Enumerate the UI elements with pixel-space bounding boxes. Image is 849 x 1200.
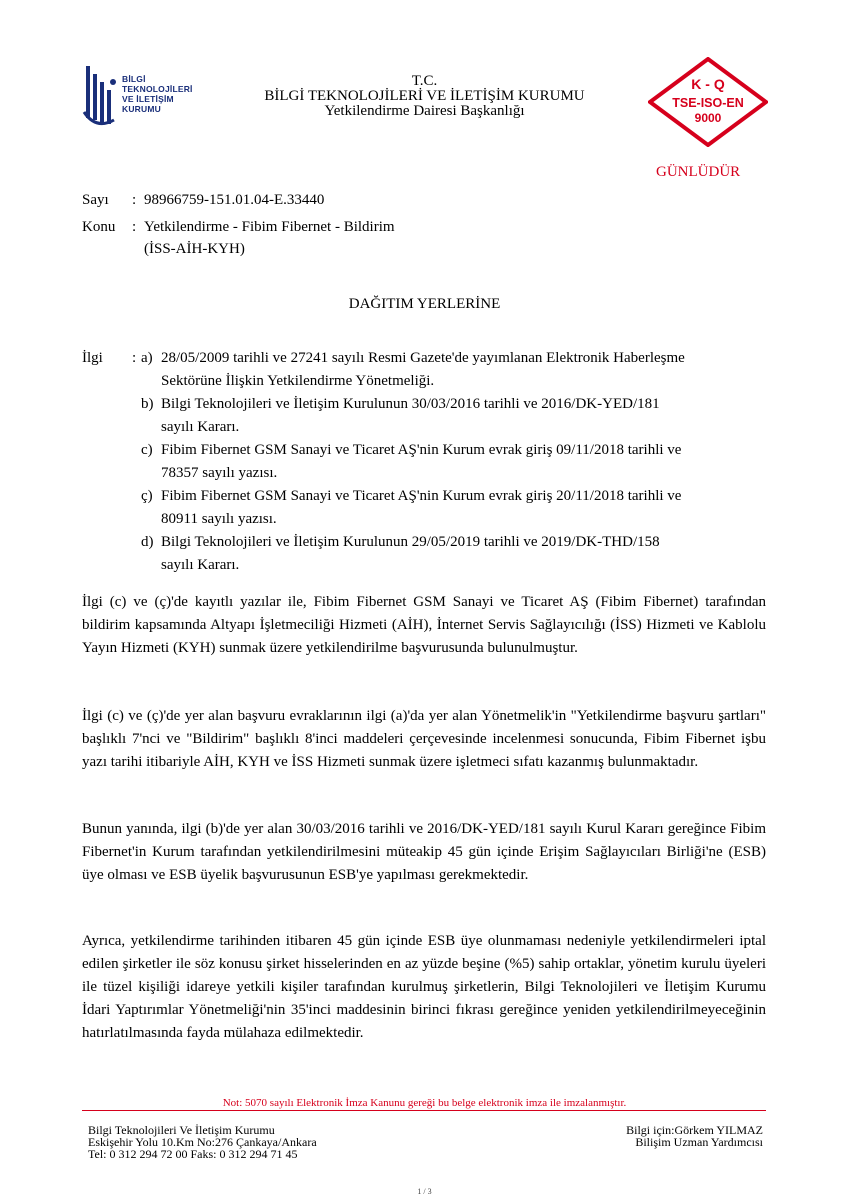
logo-text-4: KURUMU <box>122 104 161 114</box>
body-paragraph-3: Bunun yanında, ilgi (b)'de yer alan 30/03/2016 tarihli ve 2016/DK-YED/181 sayılı Kurul Kararı gereğince Fibim Fibernet'in Kurum tarafından yetkilendirilmesini müteakip 45 gün içinde Erişim Sağlayıcıları Birliği'ne (ESB) üye olması ve ESB üyelik başvurusunun ESB'ye yapılması gerekmektedir. <box>82 821 766 883</box>
logo-text-1: BİLGİ <box>122 74 146 84</box>
ilgi-item-mark: d) <box>141 534 154 550</box>
badge-text-3: 9000 <box>694 111 722 125</box>
footer-contact <box>626 1124 763 1148</box>
konu-label: Konu <box>82 219 116 235</box>
body-paragraph-2: İlgi (c) ve (ç)'de yer alan başvuru evraklarının ilgi (a)'da yer alan Yönetmelik'in "Yetkilendirme başvuru şartları" başlıklı 7'nci ve "Bildirim" başlıklı 8'inci maddeleri çerçevesinde incelenmesi sonucunda, Fibim Fibernet işbu yazı tarihi itibariyle AİH, KYH ve İSS Hizmeti sunmak üzere işletmeci sıfatı kazanmış bulunmaktadır. <box>82 708 766 770</box>
ilgi-item-text-line1: 28/05/2009 tarihli ve 27241 sayılı Resmi Gazete'de yayımlanan Elektronik Haberleşme <box>161 350 685 366</box>
konu-value-line2: (İSS-AİH-KYH) <box>144 241 245 257</box>
konu-value-line1: Yetkilendirme - Fibim Fibernet - Bildirim <box>144 219 395 235</box>
body-paragraph-4: Ayrıca, yetkilendirme tarihinden itibaren 45 gün içinde ESB üye olunmaması nedeniyle yetkilendirmeleri iptal edilen şirketler ile söz konusu şirket hisselerinden en az yüzde beşine (%5) sahip ortaklar, yönetim kurulu üyeleri ile tüzel kişiliği idareye yetkili kişiler tarafından kurulmuş şirketlerin, Bilgi Teknolojileri ve İletişim Kurumu İdari Yaptırımlar Yönetmeliği'nin 35'inci maddesinin birinci fıkrası gereğince yeniden yetkilendirilmeyeceğinin hatırlatılmasında fayda mülahaza edilmektedir. <box>82 933 766 1041</box>
footer-address <box>88 1124 317 1160</box>
ilgi-item-text-line2: 80911 sayılı yazısı. <box>161 511 277 527</box>
urgency-label: GÜNLÜDÜR <box>656 164 741 180</box>
esignature-note: Not: 5070 sayılı Elektronik İmza Kanunu gereği bu belge elektronik imza ile imzalanmıştır. <box>222 1097 627 1109</box>
logo-text-2: TEKNOLOJİLERİ <box>122 84 193 94</box>
addressee: DAĞITIM YERLERİNE <box>348 296 501 312</box>
ilgi-sep: : <box>132 350 137 366</box>
ilgi-item-text-line2: sayılı Kararı. <box>161 557 240 573</box>
footer-divider <box>82 1110 766 1111</box>
ilgi-item-text-line2: sayılı Kararı. <box>161 419 240 435</box>
ilgi-item-text-line1: Fibim Fibernet GSM Sanayi ve Ticaret AŞ'nin Kurum evrak giriş 09/11/2018 tarihli ve <box>161 442 682 458</box>
quality-cert-badge <box>648 57 768 147</box>
ilgi-item-text-line1: Bilgi Teknolojileri ve İletişim Kurulunun 30/03/2016 tarihli ve 2016/DK-YED/181 <box>161 396 660 412</box>
tse-iso-badge-icon <box>648 57 768 147</box>
badge-text-1: K - Q <box>691 76 725 92</box>
sayi-sep: : <box>132 192 137 208</box>
sayi-label: Sayı <box>82 192 109 208</box>
ilgi-item-text-line2: Sektörüne İlişkin Yetkilendirme Yönetmeliği. <box>161 373 435 389</box>
ilgi-item-mark: a) <box>141 350 153 366</box>
body-paragraph-1: İlgi (c) ve (ç)'de kayıtlı yazılar ile, Fibim Fibernet GSM Sanayi ve Ticaret AŞ (Fibim Fibernet) tarafından bildirim kapsamında Altyapı İşletmeciliği Hizmeti (AİH), İnternet Servis Sağlayıcılığı (İSS) Hizmeti ve Kablolu Yayın Hizmeti (KYH) sunmak üzere yetkilendirilme başvurusunda bulunulmuştur. <box>82 594 766 656</box>
badge-text-2: TSE-ISO-EN <box>672 96 744 110</box>
footer-street: Eskişehir Yolu 10.Km No:276 Çankaya/Ankara <box>88 1135 317 1149</box>
ilgi-item-mark: b) <box>141 396 154 412</box>
footer-phone: Tel: 0 312 294 72 00 Faks: 0 312 294 71 45 <box>88 1147 298 1161</box>
contact-title: Bilişim Uzman Yardımcısı <box>635 1135 763 1149</box>
ilgi-item-mark: c) <box>141 442 153 458</box>
header-tc: T.C. <box>411 73 438 89</box>
footer-org: Bilgi Teknolojileri Ve İletişim Kurumu <box>88 1123 275 1137</box>
header-department: Yetkilendirme Dairesi Başkanlığı <box>324 103 525 119</box>
ilgi-item-text-line2: 78357 sayılı yazısı. <box>161 465 278 481</box>
header-institution: BİLGİ TEKNOLOJİLERİ VE İLETİŞİM KURUMU <box>264 88 585 104</box>
page-number: 1 / 3 <box>417 1187 432 1196</box>
contact-person: Bilgi için:Görkem YILMAZ <box>626 1123 763 1137</box>
ilgi-item-mark: ç) <box>141 488 153 504</box>
logo-text-3: VE İLETİŞİM <box>122 94 174 104</box>
ilgi-item-text-line1: Bilgi Teknolojileri ve İletişim Kurulunun 29/05/2019 tarihli ve 2019/DK-THD/158 <box>161 534 660 550</box>
sayi-value: 98966759-151.01.04-E.33440 <box>144 192 325 208</box>
ilgi-label: İlgi <box>82 350 103 366</box>
konu-sep: : <box>132 219 137 235</box>
ilgi-item-text-line1: Fibim Fibernet GSM Sanayi ve Ticaret AŞ'nin Kurum evrak giriş 20/11/2018 tarihli ve <box>161 488 682 504</box>
